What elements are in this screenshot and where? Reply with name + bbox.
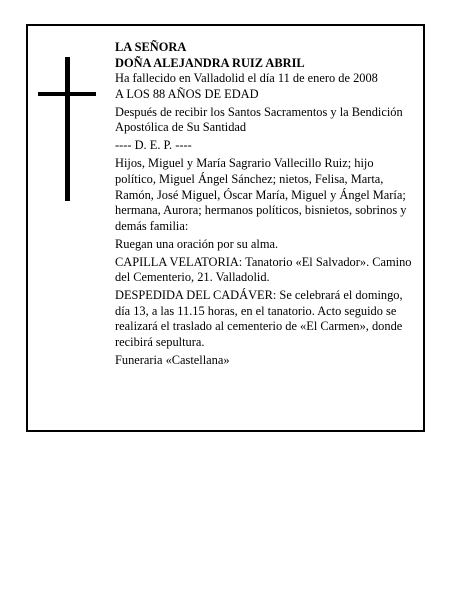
notice-text <box>115 40 415 371</box>
title-line: LA SEÑORA <box>115 40 187 54</box>
farewell-label: DESPEDIDA DEL CADÁVER: <box>115 288 277 303</box>
cross-icon <box>38 57 96 201</box>
farewell-paragraph <box>115 288 415 350</box>
sacraments-line: Después de recibir los Santos Sacramentos y la Bendición Apostólica de Su Santidad <box>115 104 403 135</box>
farewell-text: Se celebrará el domingo, día 13, a las 11.15 horas, en el tanatorio. Acto seguido se realizará el traslado al cementerio de «El Carmen», donde recibirá sepultura. <box>115 288 403 350</box>
rip-line: ---- D. E. P. ---- <box>115 138 192 153</box>
chapel-text: Tanatorio «El Salvador». Camino del Cementerio, 21. Valladolid. <box>115 254 412 285</box>
funeral-home: Funeraria «Castellana» <box>115 353 230 368</box>
deceased-name: DOÑA ALEJANDRA RUIZ ABRIL <box>115 55 305 70</box>
obituary-notice <box>26 24 425 432</box>
chapel-paragraph <box>115 255 415 286</box>
prayer-line: Ruegan una oración por su alma. <box>115 236 279 251</box>
chapel-label: CAPILLA VELATORIA: <box>115 254 243 269</box>
family-paragraph: Hijos, Miguel y María Sagrario Vallecillo Ruiz; hijo político, Miguel Ángel Sánchez; nietos, Felisa, Marta, Ramón, José Miguel, Óscar María, Miguel y Ángel María; hermana, Aurora; hermanos políticos, bisnietos, sobrinos y demás familia: <box>115 156 407 233</box>
cross-vertical-bar <box>65 57 70 201</box>
death-line: Ha fallecido en Valladolid el día 11 de enero de 2008 <box>115 71 378 86</box>
cross-horizontal-bar <box>38 92 96 96</box>
age-line: A LOS 88 AÑOS DE EDAD <box>115 86 259 101</box>
